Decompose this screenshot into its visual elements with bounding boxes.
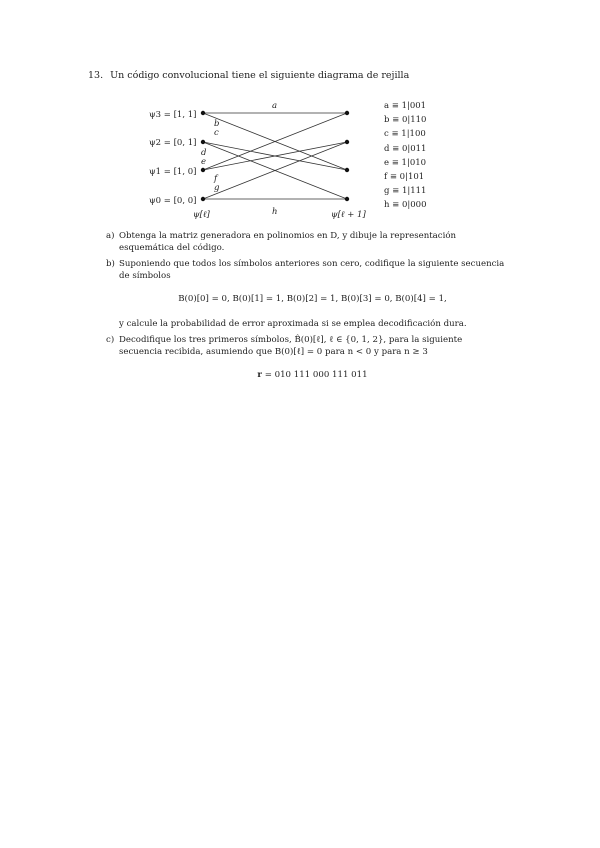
state-label-3: ψ3 = [1, 1] xyxy=(149,110,197,120)
problem-text: Un código convolucional tiene el siguiente diagrama de rejilla xyxy=(110,70,410,81)
legend-item: c ≡ 1|100 xyxy=(384,129,426,140)
node-left-3 xyxy=(201,111,205,115)
question-marker: a) xyxy=(106,231,115,241)
branch-label-d: d xyxy=(201,148,207,158)
branch-label-g: g xyxy=(214,183,220,193)
branch-label-c: c xyxy=(214,128,219,138)
branch-label-h: h xyxy=(272,207,278,217)
branch-label-a: a xyxy=(272,101,278,111)
question-c xyxy=(106,335,506,382)
branch-label-f: f xyxy=(214,174,218,184)
received-sequence xyxy=(119,370,506,382)
node-right-0 xyxy=(345,197,349,201)
legend-item: e ≡ 1|010 xyxy=(384,157,427,168)
node-right-2 xyxy=(345,140,349,144)
question-a xyxy=(106,231,506,254)
branch-legend xyxy=(384,99,427,213)
node-left-2 xyxy=(201,140,205,144)
question-text: Obtenga la matriz generadora en polinomios en D, y dibuje la representación esquemática del código. xyxy=(119,231,457,253)
state-label-0: ψ0 = [0, 0] xyxy=(149,196,197,206)
question-text: Decodifique los tres primeros símbolos, B̂(0)[ℓ], ℓ ∈ {0, 1, 2}, para la siguiente secuencia recibida, asumiendo que B(0)[ℓ] = 0 para n < 0 y para n ≥ 3 xyxy=(119,335,463,357)
question-marker: c) xyxy=(106,335,115,345)
branch-label-b: b xyxy=(214,119,220,129)
state-label-1: ψ1 = [1, 0] xyxy=(149,167,197,177)
node-right-3 xyxy=(345,111,349,115)
state-label-2: ψ2 = [0, 1] xyxy=(149,138,197,148)
question-continuation: y calcule la probabilidad de error aproximada si se emplea decodificación dura. xyxy=(119,318,467,329)
trellis-diagram xyxy=(0,0,600,230)
question-list xyxy=(106,231,506,395)
symbol-sequence-equation: B(0)[0] = 0, B(0)[1] = 1, B(0)[2] = 1, B(0)[3] = 0, B(0)[4] = 1, xyxy=(178,294,447,304)
legend-item: g ≡ 1|111 xyxy=(384,186,427,197)
node-right-1 xyxy=(345,168,349,172)
time-label-right: ψ[ℓ + 1] xyxy=(331,210,366,220)
problem-number: 13. xyxy=(88,70,104,81)
question-marker: b) xyxy=(106,259,115,269)
node-left-1 xyxy=(201,168,205,172)
time-label-left: ψ[ℓ] xyxy=(193,210,210,220)
node-left-0 xyxy=(201,197,205,201)
received-vector-symbol: r xyxy=(257,370,262,380)
question-b xyxy=(106,259,506,330)
legend-item: h ≡ 0|000 xyxy=(384,200,427,211)
received-vector-value: = 010 111 000 111 011 xyxy=(264,370,368,380)
question-text: Suponiendo que todos los símbolos anteriores son cero, codifique la siguiente secuencia de símbolos xyxy=(119,259,505,281)
legend-item: f ≡ 0|101 xyxy=(384,172,425,183)
legend-item: a ≡ 1|001 xyxy=(384,101,427,111)
legend-item: d ≡ 0|011 xyxy=(384,143,427,154)
branch-label-e: e xyxy=(201,157,207,167)
legend-item: b ≡ 0|110 xyxy=(384,115,427,126)
